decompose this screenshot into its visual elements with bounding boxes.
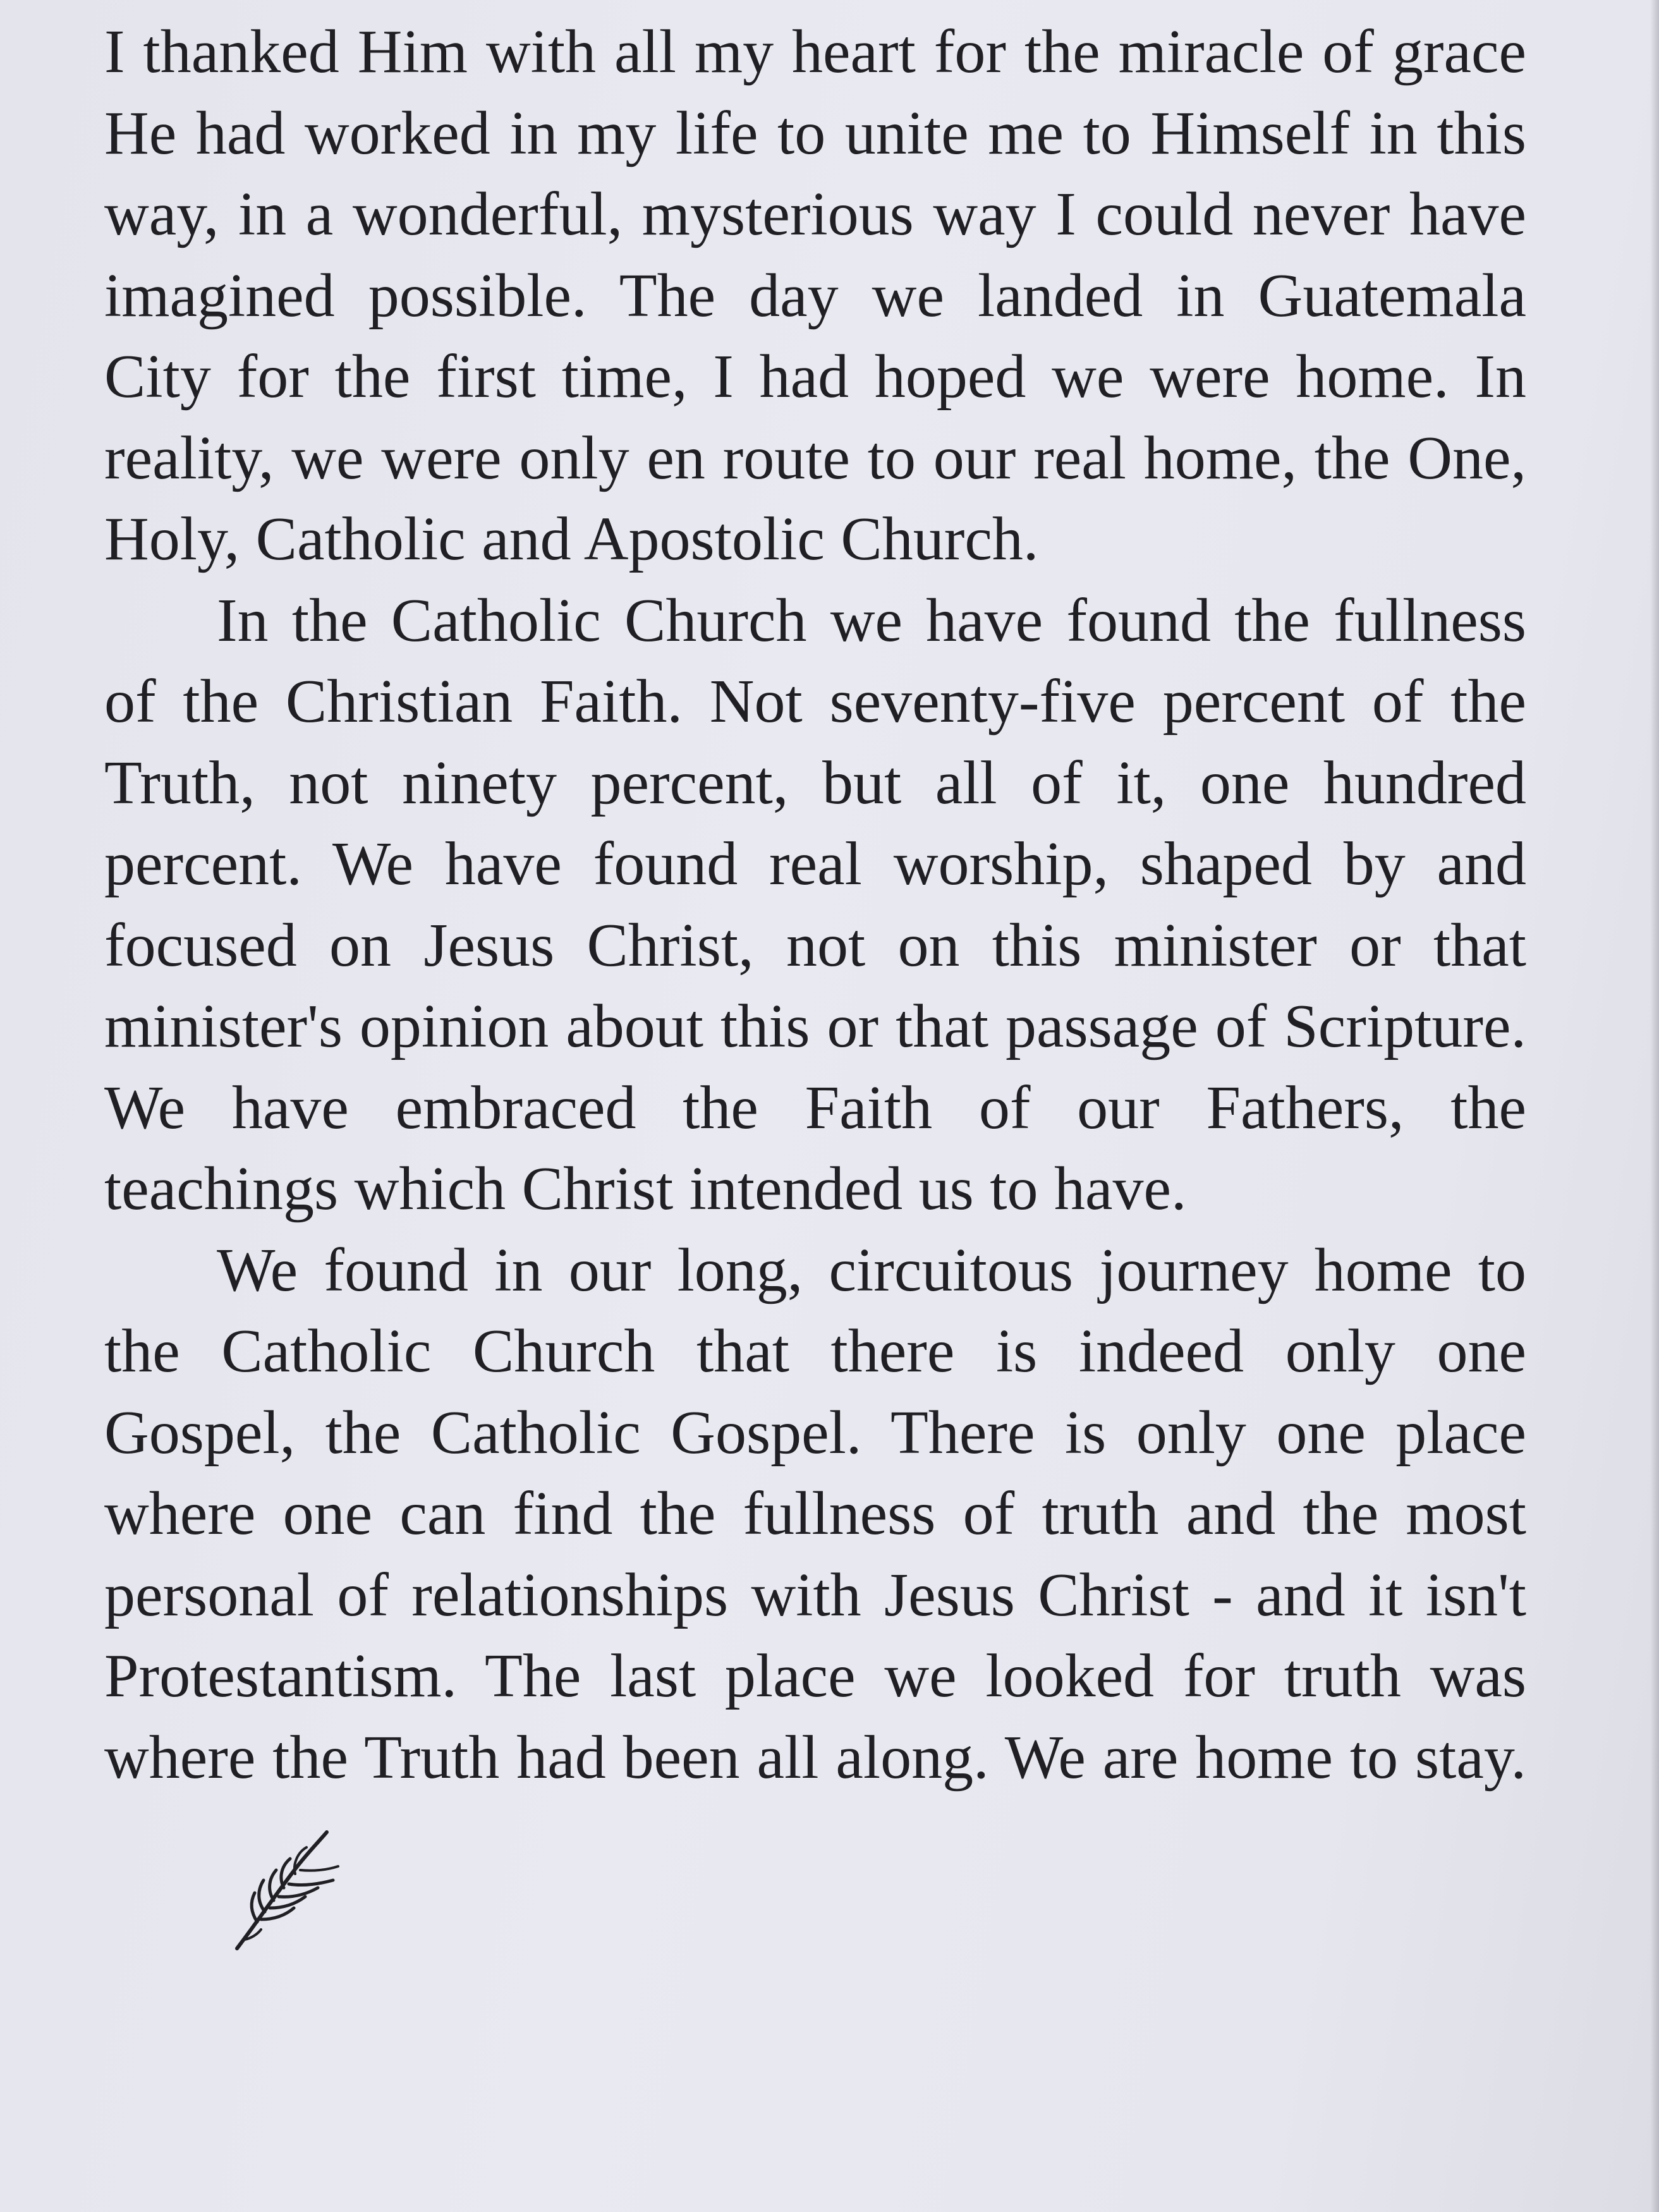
paragraph-2: In the Catholic Church we have found the fullness of the Christian Faith. Not seventy-five percent of the Truth, not ninety percent, but all of it, one hundred percent. We have found real worship, shaped by and focused on Jesus Christ, not on this minister or that minister's opinion about this or that passage of Scripture. We have embraced the Faith of our Fathers, the teachings which Christ intended us to have.	[104, 586, 1526, 1223]
page-text	[104, 11, 1526, 1954]
paragraph-3	[104, 1230, 1526, 1954]
paragraph-1: I thanked Him with all my heart for the miracle of grace He had worked in my life to unite me to Himself in this way, in a wonderful, mysterious way I could never have imagined possible. The day we landed in Guatemala City for the first time, I had hoped we were home. In reality, we were only en route to our real home, the One, Holy, Catholic and Apostolic Church.	[104, 18, 1526, 573]
palm-frond-icon	[119, 1827, 233, 1954]
paragraph-3-text: We found in our long, circuitous journey home to the Catholic Church that there is indeed only one Gospel, the Catholic Gospel. There is only one place where one can find the fullness of truth and the most personal of relationships with Jesus Christ - and it isn't Protestantism. The last place we looked for truth was where the Truth had been all along. We are home to stay.	[104, 1236, 1526, 1792]
page-edge-shadow	[1650, 0, 1659, 2212]
